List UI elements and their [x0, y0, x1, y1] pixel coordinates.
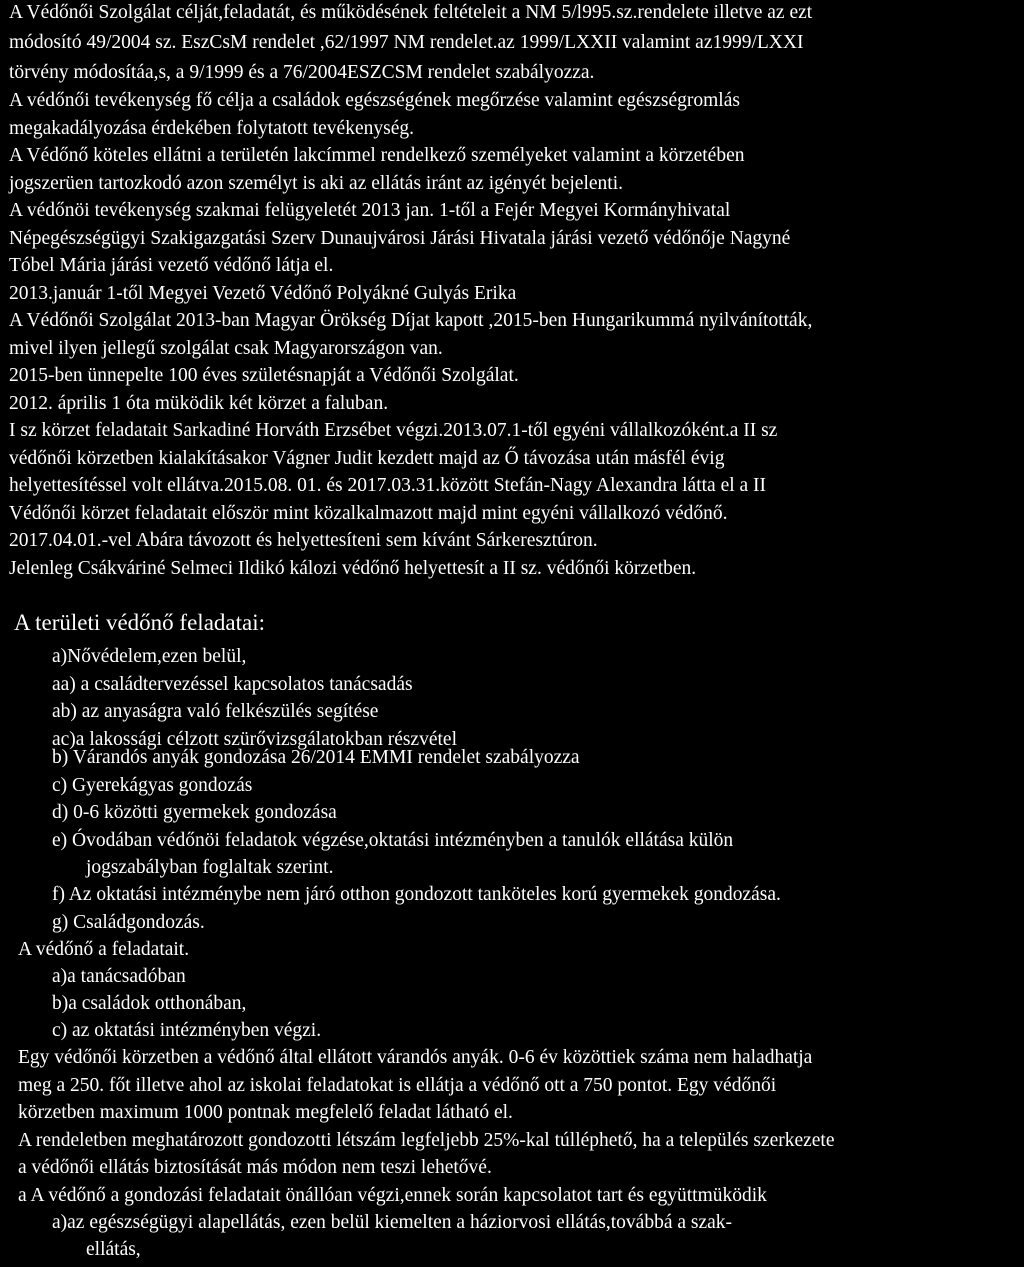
text-line: 2017.04.01.-vel Abára távozott és helyettesíteni sem kívánt Sárkeresztúron. — [9, 530, 598, 551]
text-line: megakadályozása érdekében folytatott tevékenység. — [9, 118, 414, 139]
text-line: mivel ilyen jellegű szolgálat csak Magyarországon van. — [9, 338, 443, 359]
text-line: jogszerüen tartozkodó azon személyt is aki az ellátás iránt az igényét bejelenti. — [9, 173, 623, 194]
text-line: Egy védőnői körzetben a védőnő által ellátott várandós anyák. 0-6 év közöttiek száma nem haladhatja — [18, 1047, 813, 1068]
text-line: 2013.január 1-től Megyei Vezető Védőnő Polyákné Gulyás Erika — [9, 283, 517, 304]
list-item: a)a tanácsadóban — [52, 966, 186, 987]
text-line: Népegészségügyi Szakigazgatási Szerv Dunaujvárosi Járási Hivatala járási vezető védőnője Nagyné — [9, 228, 791, 249]
text-line: helyettesítéssel volt ellátva.2015.08. 01. és 2017.03.31.között Stefán-Nagy Alexandra látta el a II — [9, 475, 767, 496]
text-line: I sz körzet feladatait Sarkadiné Horváth Erzsébet végzi.2013.07.1-től egyéni vállalkozóként.a II sz — [9, 420, 778, 441]
text-line: meg a 250. főt illetve ahol az iskolai feladatokat is ellátja a védőnő ott a 750 pontot. Egy védőnői — [18, 1075, 777, 1096]
list-item: ellátás, — [86, 1239, 141, 1260]
list-item: c) az oktatási intézményben végzi. — [52, 1020, 322, 1041]
text-line: 2015-ben ünnepelte 100 éves születésnapját a Védőnői Szolgálat. — [9, 365, 519, 386]
list-item: ac)a lakossági célzott szürővizsgálatokban részvétel — [52, 729, 457, 750]
text-line: A védőnő a feladatait. — [18, 939, 190, 960]
list-item: a)Nővédelem,ezen belül, — [52, 646, 247, 667]
text-line: A rendeletben meghatározott gondozotti létszám legfeljebb 25%-kal túlléphető, ha a település szerkezete — [18, 1130, 835, 1151]
list-item: e) Óvodában védőnöi feladatok végzése,oktatási intézményben a tanulók ellátása külön — [52, 830, 734, 851]
text-line: A védőnöi tevékenység szakmai felügyeletét 2013 jan. 1-től a Fejér Megyei Kormányhivatal — [9, 200, 731, 221]
text-line: törvény módosítáa,s, a 9/1999 és a 76/2004ESZCSM rendelet szabályozza. — [9, 62, 595, 83]
text-line: a védőnői ellátás biztosítását más módon nem teszi lehetővé. — [18, 1157, 492, 1178]
text-line: Jelenleg Csákváriné Selmeci Ildikó kálozi védőnő helyettesít a II sz. védőnői körzetben. — [9, 558, 697, 579]
list-item: a)az egészségügyi alapellátás, ezen belül kiemelten a háziorvosi ellátás,továbbá a szak- — [52, 1212, 733, 1233]
section-heading: A területi védőnő feladatai: — [14, 610, 265, 635]
list-item: d) 0-6 közötti gyermekek gondozása — [52, 802, 337, 823]
list-item: g) Családgondozás. — [52, 912, 205, 933]
text-line: a A védőnő a gondozási feladatait önállóan végzi,ennek során kapcsolatot tart és együttmüködik — [18, 1185, 767, 1206]
text-line: Tóbel Mária járási vezető védőnő látja el. — [9, 255, 334, 276]
text-line: Védőnői körzet feladatait először mint közalkalmazott majd mint egyéni vállalkozó védőnő. — [9, 503, 728, 524]
text-line: körzetben maximum 1000 pontnak megfelelő feladat látható el. — [18, 1102, 513, 1123]
list-item: b)a családok otthonában, — [52, 993, 247, 1014]
text-line: A védőnői tevékenység fő célja a családok egészségének megőrzése valamint egészségromlás — [9, 90, 740, 111]
list-item: aa) a családtervezéssel kapcsolatos tanácsadás — [52, 674, 413, 695]
text-line: A Védőnői Szolgálat 2013-ban Magyar Örökség Díjat kapott ,2015-ben Hungarikummá nyilvánították, — [9, 310, 813, 331]
text-line: 2012. április 1 óta müködik két körzet a faluban. — [9, 393, 389, 414]
text-line: módosító 49/2004 sz. EszCsM rendelet ,62/1997 NM rendelet.az 1999/LXXII valamint az1999/LXXI — [9, 32, 804, 53]
text-line: védőnői körzetben kialakításakor Vágner Judit kezdett majd az Ő távozása után másfél évig — [9, 448, 725, 469]
list-item: c) Gyerekágyas gondozás — [52, 775, 253, 796]
list-item: f) Az oktatási intézménybe nem járó otthon gondozott tanköteles korú gyermekek gondozása. — [52, 884, 781, 905]
text-line: A Védőnői Szolgálat célját,feladatát, és működésének feltételeit a NM 5/l995.sz.rendelete illetve az ezt — [9, 2, 813, 23]
text-line: A Védőnő köteles ellátni a területén lakcímmel rendelkező személyeket valamint a körzetében — [9, 145, 745, 166]
list-item: b) Várandós anyák gondozása 26/2014 EMMI rendelet szabályozza — [52, 747, 580, 768]
list-item: ab) az anyaságra való felkészülés segítése — [52, 701, 379, 722]
list-item: jogszabályban foglaltak szerint. — [86, 857, 334, 878]
